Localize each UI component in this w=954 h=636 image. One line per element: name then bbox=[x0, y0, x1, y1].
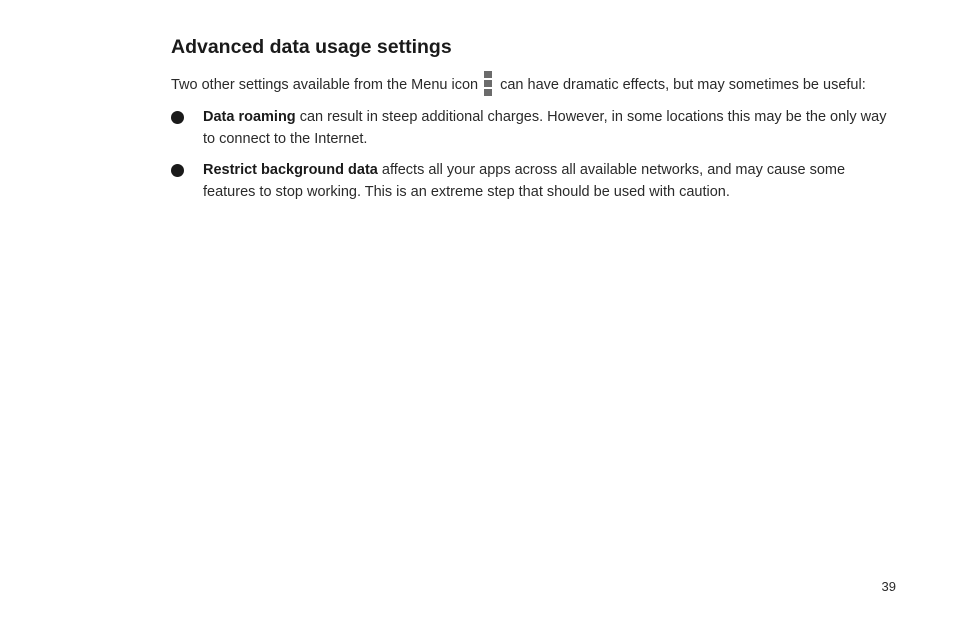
bullet-text: affects all your apps across all available networks, and may cause some features to stop working. This is an extreme step that should be used with caution. bbox=[203, 162, 846, 200]
section-heading: Advanced data usage settings bbox=[171, 36, 452, 58]
settings-list bbox=[171, 106, 891, 203]
bullet-term: Data roaming bbox=[203, 109, 296, 125]
menu-icon bbox=[484, 71, 492, 97]
page-content bbox=[171, 35, 891, 212]
bullet-icon bbox=[171, 164, 184, 177]
list-item-data-roaming bbox=[171, 106, 891, 150]
bullet-term: Restrict background data bbox=[203, 162, 378, 178]
bullet-text: can result in steep additional charges. However, in some locations this may be the only way to connect to the Internet. bbox=[203, 109, 887, 147]
intro-paragraph bbox=[171, 71, 891, 97]
intro-text-before-icon: Two other settings available from the Menu icon bbox=[171, 77, 479, 93]
page-number: 39 bbox=[881, 579, 896, 594]
bullet-icon bbox=[171, 111, 184, 124]
intro-text-after-icon: can have dramatic effects, but may sometimes be useful: bbox=[500, 77, 866, 93]
list-item-restrict-background-data bbox=[171, 159, 891, 203]
